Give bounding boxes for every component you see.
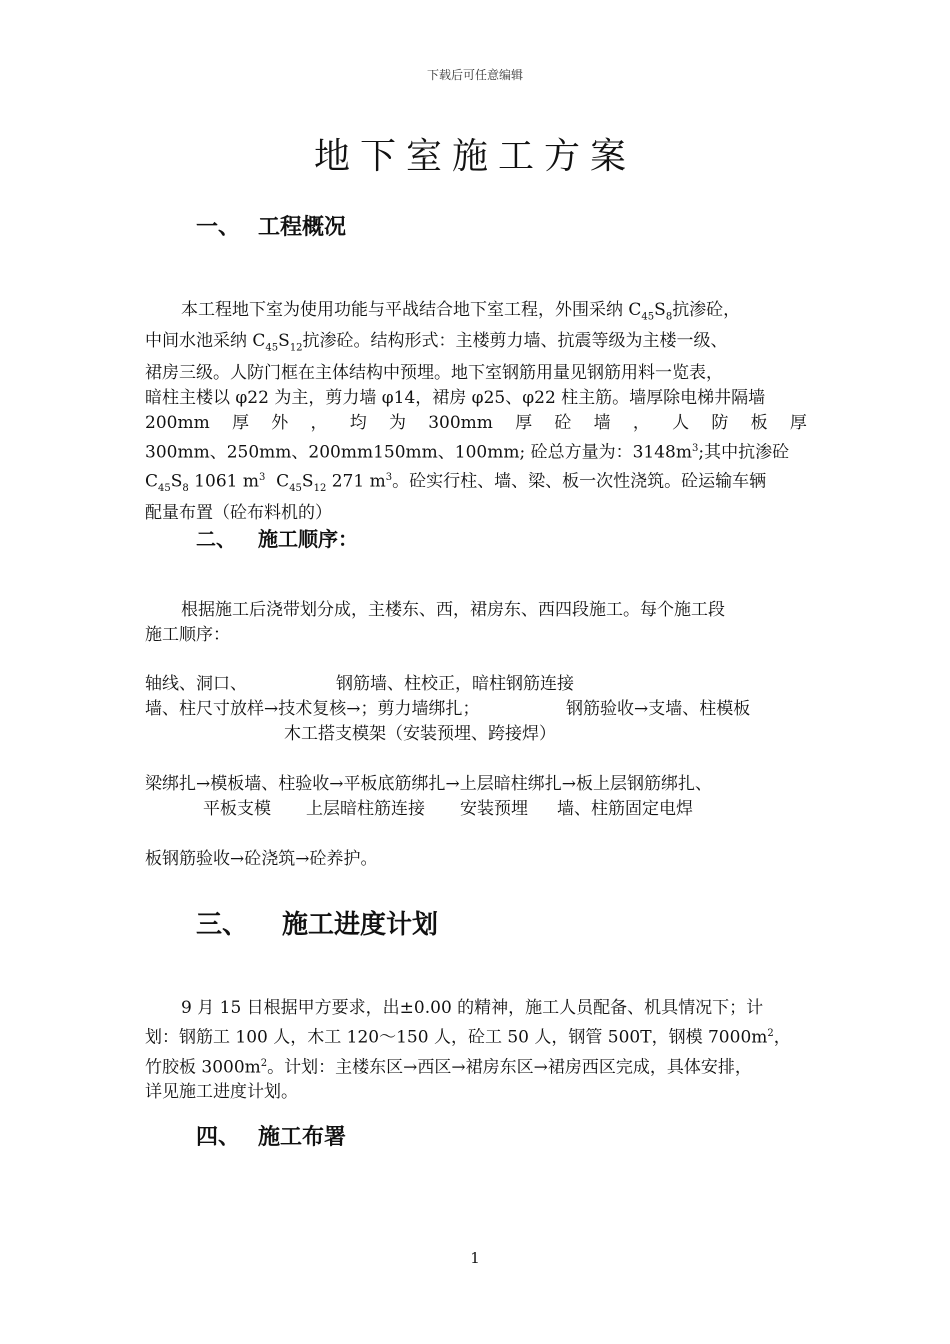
- section-title: 施工进度计划: [282, 910, 439, 940]
- section-1-paragraph: [145, 298, 807, 526]
- section-heading-3: [196, 904, 438, 941]
- para-line: 中间水池采纳 $C_{45}S_{12}$抗渗砼。结构形式：主楼剪力墙、抗震等级为主楼一级、: [145, 331, 728, 354]
- section-3-paragraph: [145, 996, 820, 1105]
- para-line: 本工程地下室为使用功能与平战结合地下室工程，外围采纳 $C_{45}S_8$抗渗砼，: [181, 300, 741, 323]
- flow-line: 上层暗柱筋连接: [306, 799, 425, 819]
- para-line: 根据施工后浇带划分成，主楼东、西，裙房东、西四段施工。每个施工段: [181, 600, 725, 620]
- flow-line: 平板支模: [203, 799, 271, 819]
- para-line: 裙房三级。人防门框在主体结构中预埋。地下室钢筋用量见钢筋用料一览表，: [145, 362, 723, 383]
- para-line: 划：钢筋工 100 人，木工 120～150 人，砼工 50 人，钢管 500T，钢模 $7000m^2$，: [145, 1027, 791, 1048]
- flow-line: 木工搭支模架（安装预埋、跨接焊）: [284, 724, 556, 744]
- flow-line: 梁绑扎→模板墙、柱验收→平板底筋绑扎→上层暗柱绑扎→板上层钢筋绑扎、: [145, 774, 712, 794]
- flow-line: 板钢筋验收→砼浇筑→砼养护。: [145, 849, 378, 869]
- section-number: 三、: [196, 910, 249, 940]
- para-line: $C_{45}S_8$ 1061 $m^3$ $C_{45}S_{12}$ 271 $m^3$。砼实行柱、墙、梁、板一次性浇筑。砼运输车辆: [145, 472, 767, 495]
- page-number: 1: [470, 1249, 480, 1267]
- section-number: 一、: [196, 215, 241, 240]
- section-title: 工程概况: [258, 215, 347, 240]
- para-line: 详见施工进度计划。: [145, 1082, 298, 1103]
- flow-line: 墙、柱尺寸放样→技术复核→；剪力墙绑扎；: [145, 699, 480, 719]
- para-line: 竹胶板 $3000m^2$。计划：主楼东区→西区→裙房东区→裙房西区完成，具体安排，: [145, 1057, 752, 1078]
- flow-line: 墙、柱筋固定电焊: [557, 799, 693, 819]
- para-line: 300mm、250mm、200mm150mm、100mm; 砼总方量为：$3148m^3$;其中抗渗砼: [145, 442, 790, 463]
- para-line: 9 月 15 日根据甲方要求，出±0.00 的精神，施工人员配备、机具情况下；计: [181, 998, 764, 1018]
- header-note: 下载后可任意编辑: [426, 68, 523, 82]
- section-heading-4: [196, 1120, 346, 1151]
- flow-line: 轴线、洞口、: [145, 674, 247, 694]
- section-number: 四、: [196, 1125, 241, 1150]
- para-line-justified: 200mm 厚 外 ， 均 为 300mm 厚 砼 墙 ， 人 防 板 厚: [145, 412, 807, 433]
- para-line: 配量布置（砼布料机的）: [145, 503, 332, 524]
- section-heading-2: [196, 523, 358, 552]
- para-line: 施工顺序：: [145, 625, 230, 645]
- flow-line: 安装预埋: [460, 799, 528, 819]
- section-heading-1: [196, 210, 346, 241]
- section-title: 施工顺序：: [258, 527, 358, 551]
- flow-line: 钢筋墙、柱校正，暗柱钢筋连接: [336, 674, 574, 694]
- document-title: 地下室施工方案: [313, 136, 636, 177]
- section-number: 二、: [196, 527, 236, 551]
- flow-line: 钢筋验收→支墙、柱模板: [566, 699, 751, 719]
- section-2-paragraph: [145, 598, 807, 648]
- para-line: 暗柱主楼以 φ22 为主，剪力墙 φ14，裙房 φ25、φ22 柱主筋。墙厚除电梯井隔墙: [145, 387, 766, 408]
- section-title: 施工布署: [258, 1125, 347, 1150]
